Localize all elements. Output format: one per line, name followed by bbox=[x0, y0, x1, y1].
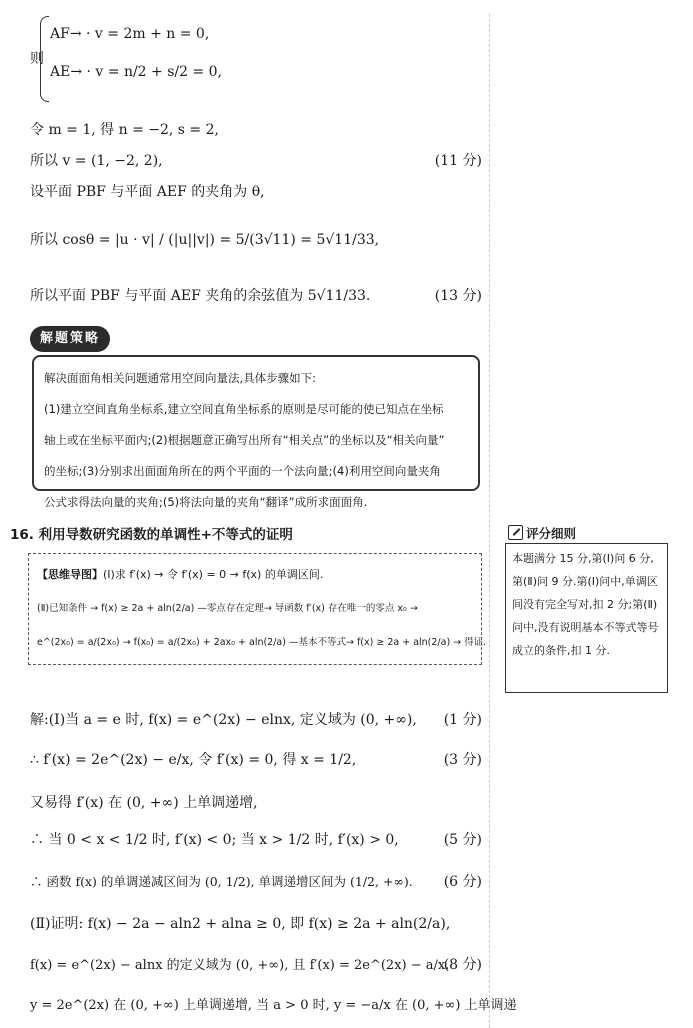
strategy-box bbox=[32, 355, 480, 509]
solution-line: y = 2e^(2x) 在 (0, +∞) 上单调递增, 当 a > 0 时, y = −a/x 在 (0, +∞) 上单调递 bbox=[30, 998, 517, 1013]
solution-line: f(x) = e^(2x) − alnx 的定义域为 (0, +∞), 且 f′(x) = 2e^(2x) − a/x. (8 分) bbox=[30, 957, 482, 973]
solution-line: ∴ 当 0 < x < 1/2 时, f′(x) < 0; 当 x > 1/2 时, f′(x) > 0, (5 分) bbox=[30, 832, 482, 848]
pencil-icon bbox=[508, 525, 523, 540]
solution-line: ∴ 函数 f(x) 的单调递减区间为 (0, 1/2), 单调递增区间为 (1/2, +∞). (6 分) bbox=[30, 874, 482, 890]
column-divider bbox=[489, 14, 490, 1028]
system-prefix: 则 bbox=[30, 51, 44, 67]
score-3: (3 分) bbox=[443, 752, 482, 768]
score-6: (6 分) bbox=[443, 874, 482, 890]
solve-mns-line: 令 m = 1, 得 n = −2, s = 2, bbox=[30, 122, 219, 138]
mind-map-label: 【思维导图】 bbox=[37, 568, 103, 581]
strategy-text: 解决面面角相关问题通常用空间向量法,具体步骤如下: bbox=[44, 371, 317, 385]
rubric-box: 本题满分 15 分,第(Ⅰ)问 6 分,第(Ⅱ)问 9 分.第(Ⅰ)问中,单调区间没有完全写对,扣 2 分;第(Ⅱ)问中,没有说明基本不等式等号成立的条件,扣 1 分. bbox=[505, 543, 668, 693]
strategy-text: 公式求得法向量的夹角;(5)将法向量的夹角“翻译”成所求面面角. bbox=[44, 495, 368, 509]
score-13: (13 分) bbox=[434, 288, 482, 304]
cos-theta-line: 所以 cosθ = |u · v| / (|u||v|) = 5/(3√11) = 5√11/33, bbox=[30, 232, 380, 248]
solution-line: (Ⅱ)证明: f(x) − 2a − aln2 + alna ≥ 0, 即 f(x) ≥ 2a + aln(2/a), bbox=[30, 916, 451, 932]
score-8: (8 分) bbox=[443, 957, 482, 973]
score-5: (5 分) bbox=[443, 832, 482, 848]
cosine-conclusion-line: 所以平面 PBF 与平面 AEF 夹角的余弦值为 5√11/33. (13 分) bbox=[30, 288, 482, 304]
rubric-heading: 评分细则 bbox=[508, 524, 576, 542]
equation-af-dot-v: AF→ · v = 2m + n = 0, bbox=[50, 26, 210, 42]
mind-map-row: (Ⅰ)求 f′(x) → 令 f′(x) = 0 → f(x) 的单调区间. bbox=[103, 568, 324, 581]
strategy-text: 的坐标;(3)分别求出面面角所在的两个平面的一个法向量;(4)利用空间向量夹角 bbox=[44, 464, 441, 478]
solution-line: ∴ f′(x) = 2e^(2x) − e/x, 令 f′(x) = 0, 得 x = 1/2, (3 分) bbox=[30, 752, 482, 768]
solution-line: 又易得 f′(x) 在 (0, +∞) 上单调递增, bbox=[30, 795, 258, 811]
mind-map-box bbox=[28, 553, 487, 665]
mind-map-row: (Ⅱ)已知条件 → f(x) ≥ 2a + aln(2/a) —零点存在定理→ 导函数 f′(x) 存在唯一的零点 x₀ → bbox=[37, 603, 418, 614]
strategy-text: 轴上或在坐标平面内;(2)根据题意正确写出所有“相关点”的坐标以及“相关向量” bbox=[44, 433, 445, 447]
vector-v-line: 所以 v = (1, −2, 2), (11 分) bbox=[30, 153, 482, 169]
angle-theta-line: 设平面 PBF 与平面 AEF 的夹角为 θ, bbox=[30, 184, 265, 200]
score-1: (1 分) bbox=[443, 712, 482, 728]
question-16-title: 16. 利用导数研究函数的单调性+不等式的证明 bbox=[10, 527, 293, 543]
solution-line: 解:(Ⅰ)当 a = e 时, f(x) = e^(2x) − elnx, 定义域为 (0, +∞), (1 分) bbox=[30, 712, 482, 728]
strategy-text: (1)建立空间直角坐标系,建立空间直角坐标系的原则是尽可能的使已知点在坐标 bbox=[44, 402, 444, 416]
score-11: (11 分) bbox=[434, 153, 482, 169]
mind-map-row: e^(2x₀) = a/(2x₀) → f(x₀) = a/(2x₀) + 2ax₀ + aln(2/a) —基本不等式→ f(x) ≥ 2a + aln(2/a) → 得证. bbox=[37, 637, 487, 648]
strategy-logo: 解题策略 bbox=[30, 326, 110, 352]
equation-ae-dot-v: AE→ · v = n/2 + s/2 = 0, bbox=[50, 64, 223, 80]
